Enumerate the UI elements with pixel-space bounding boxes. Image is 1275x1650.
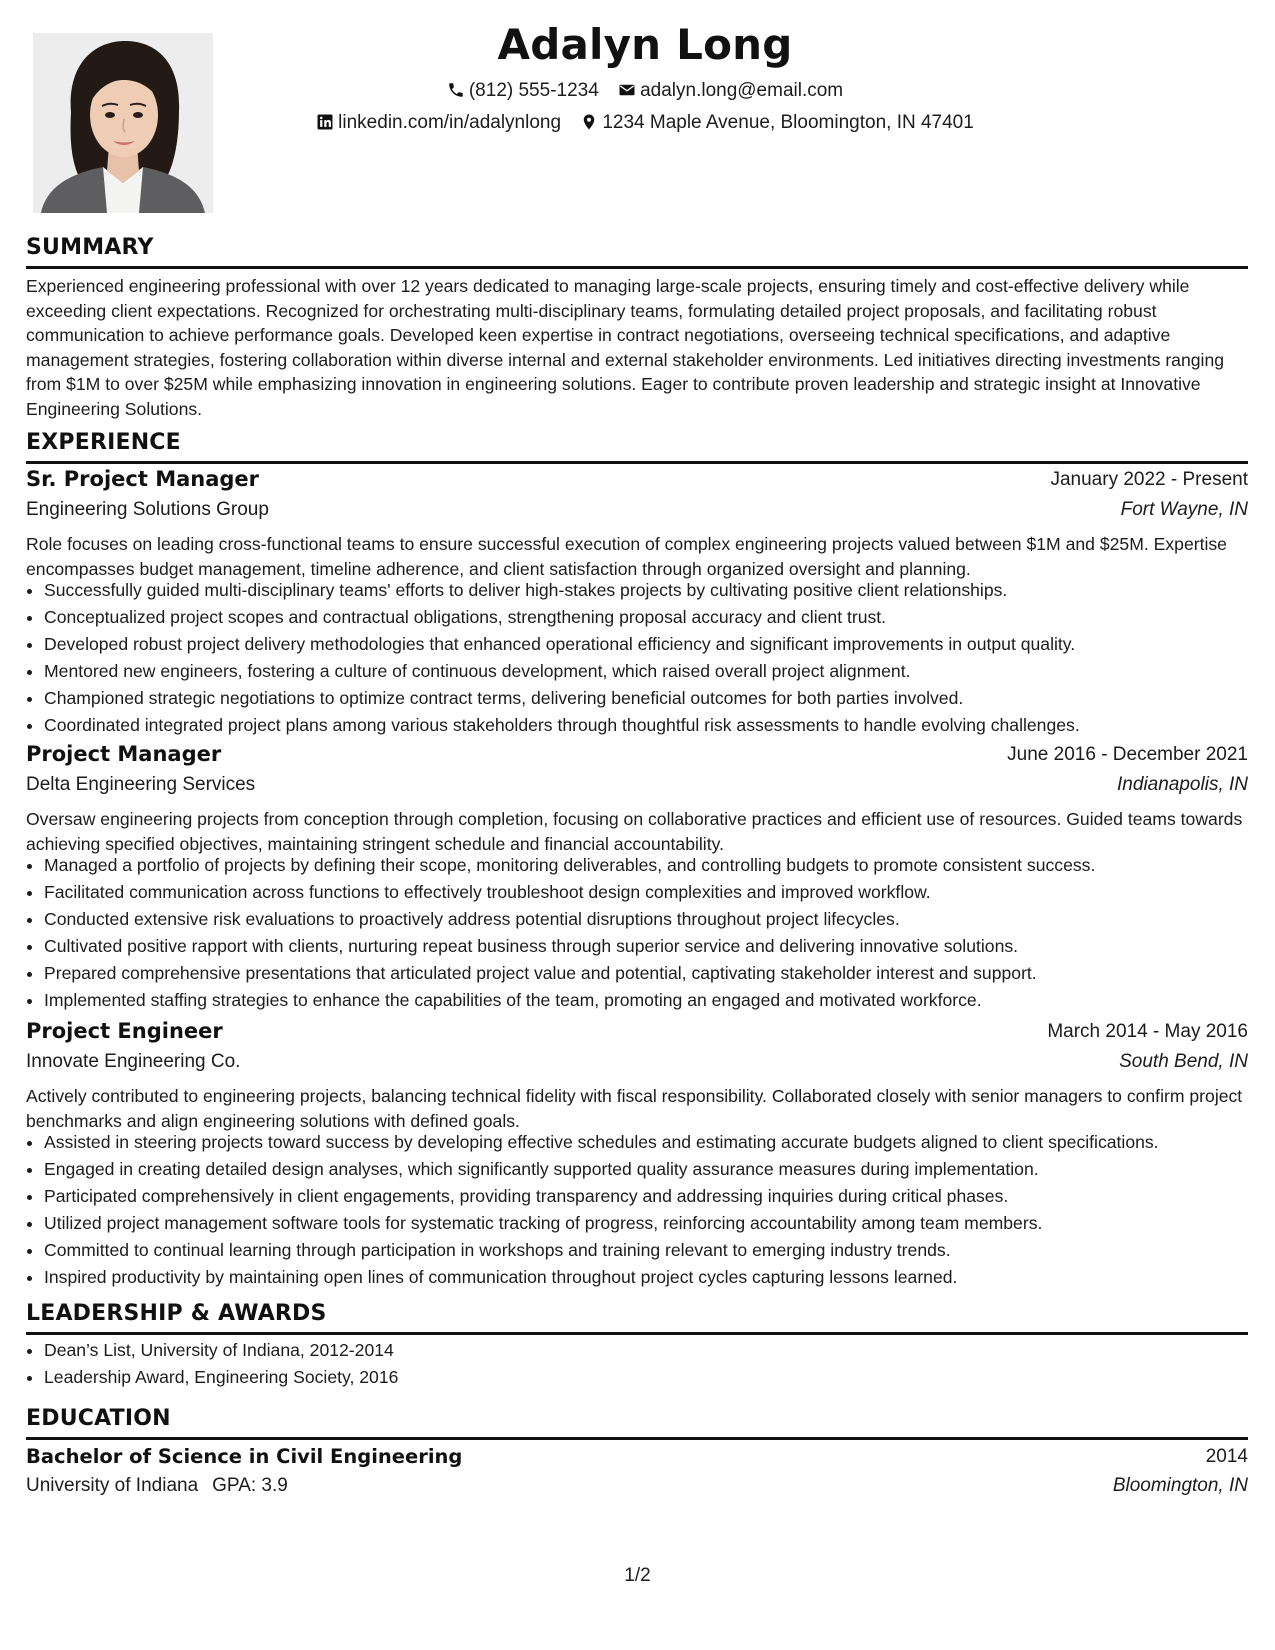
envelope-icon	[618, 81, 636, 99]
list-item: • Dean’s List, University of Indiana, 2012-2014	[44, 1337, 1274, 1364]
address-contact	[580, 112, 973, 134]
job-title: Sr. Project Manager	[26, 467, 260, 491]
list-item: • Managed a portfolio of projects by defining their scope, monitoring deliverables, and controlling budgets to promote consistent success.	[44, 852, 1274, 879]
list-item: • Successfully guided multi-disciplinary teams' efforts to deliver high-stakes projects by cultivating positive client relationships.	[44, 577, 1274, 604]
job-description: Oversaw engineering projects from conception through completion, focusing on collaborative practices and efficient use of resources. Guided teams towards achieving specified objectives, maintaining stringent schedule and financial accountability.	[26, 809, 1243, 854]
job-location: South Bend, IN	[1119, 1051, 1248, 1072]
job-dates: January 2022 - Present	[1050, 469, 1248, 490]
school-name: University of Indiana	[26, 1475, 199, 1496]
job-dates: March 2014 - May 2016	[1047, 1021, 1248, 1042]
leadership-heading: LEADERSHIP & AWARDS	[26, 1301, 1248, 1335]
list-item: • Inspired productivity by maintaining open lines of communication throughout project cycles capturing lessons learned.	[44, 1264, 1274, 1291]
list-item: • Assisted in steering projects toward success by developing effective schedules and estimating accurate budgets aligned to client specifications.	[44, 1129, 1274, 1156]
list-item: • Engaged in creating detailed design analyses, which significantly supported quality assurance measures during implementation.	[44, 1156, 1274, 1183]
job-company: Delta Engineering Services	[26, 774, 256, 795]
linkedin-contact[interactable]	[316, 112, 561, 134]
summary-heading: SUMMARY	[26, 235, 1248, 269]
contact-row-2	[0, 112, 1275, 134]
school-line	[26, 1475, 288, 1497]
contact-row-1	[0, 80, 1275, 102]
job-title: Project Manager	[26, 742, 222, 766]
street-address: 1234 Maple Avenue, Bloomington, IN 47401	[602, 112, 974, 133]
list-item: • Utilized project management software tools for systematic tracking of progress, reinforcing accountability among team members.	[44, 1210, 1274, 1237]
job-bullets	[26, 577, 1274, 739]
email-address[interactable]: adalyn.long@email.com	[640, 80, 844, 101]
map-marker-icon	[580, 113, 598, 131]
list-item: • Committed to continual learning through participation in workshops and training relevant to emerging industry trends.	[44, 1237, 1274, 1264]
list-item: • Leadership Award, Engineering Society, 2016	[44, 1364, 1274, 1391]
list-item: • Facilitated communication across functions to effectively troubleshoot design complexities and improved workflow.	[44, 879, 1274, 906]
school-location: Bloomington, IN	[1112, 1475, 1248, 1496]
linkedin-url[interactable]: linkedin.com/in/adalynlong	[338, 112, 562, 133]
list-item: • Cultivated positive rapport with clients, nurturing repeat business through superior service and delivering innovative solutions.	[44, 933, 1274, 960]
email-contact[interactable]	[618, 80, 843, 102]
candidate-name: Adalyn Long	[497, 20, 793, 69]
gpa: GPA: 3.9	[212, 1475, 288, 1496]
job-location: Indianapolis, IN	[1117, 774, 1248, 795]
job-dates: June 2016 - December 2021	[1007, 744, 1248, 765]
linkedin-icon	[316, 113, 334, 131]
list-item: • Participated comprehensively in client engagements, providing transparency and addressing inquiries during critical phases.	[44, 1183, 1274, 1210]
experience-heading: EXPERIENCE	[26, 430, 1248, 464]
phone-number: (812) 555-1234	[468, 80, 599, 101]
education-heading: EDUCATION	[26, 1406, 1248, 1440]
job-bullets	[26, 1129, 1274, 1291]
list-item: • Conducted extensive risk evaluations to proactively address potential disruptions throughout project lifecycles.	[44, 906, 1274, 933]
list-item: • Prepared comprehensive presentations that articulated project value and potential, captivating stakeholder interest and support.	[44, 960, 1274, 987]
list-item: • Championed strategic negotiations to optimize contract terms, delivering beneficial outcomes for both parties involved.	[44, 685, 1274, 712]
list-item: • Implemented staffing strategies to enhance the capabilities of the team, promoting an engaged and motivated workforce.	[44, 987, 1274, 1014]
leadership-list	[26, 1337, 1274, 1391]
phone-contact	[447, 80, 599, 102]
page-number: 1/2	[624, 1565, 651, 1586]
list-item: • Mentored new engineers, fostering a culture of continuous development, which raised overall project alignment.	[44, 658, 1274, 685]
summary-text: Experienced engineering professional with over 12 years dedicated to managing large-scale projects, ensuring timely and cost-effective delivery while exceeding client expectations. Recognized for orchestrating multi-disciplinary teams, formulating detailed project proposals, and facilitating robust communication to achieve performance goals. Developed keen expertise in contract negotiations, overseeing technical specifications, and adaptive management strategies, fostering collaboration within diverse internal and external stakeholder environments. Led initiatives directing investments ranging from $1M to over $25M while emphasizing innovation in engineering solutions. Eager to contribute proven leadership and strategic insight at Innovative Engineering Solutions.	[26, 276, 1225, 419]
job-description: Role focuses on leading cross-functional teams to ensure successful execution of complex engineering projects valued between $1M and $25M. Expertise encompasses budget management, timeline adherence, and client satisfaction through organized oversight and planning.	[26, 534, 1227, 579]
job-bullets	[26, 852, 1274, 1014]
graduation-year: 2014	[1205, 1446, 1248, 1467]
phone-icon	[447, 81, 465, 99]
list-item: • Conceptualized project scopes and contractual obligations, strengthening proposal accuracy and client trust.	[44, 604, 1274, 631]
list-item: • Coordinated integrated project plans among various stakeholders through thoughtful risk assessments to handle evolving challenges.	[44, 712, 1274, 739]
list-item: • Developed robust project delivery methodologies that enhanced operational efficiency and significant improvements in output quality.	[44, 631, 1274, 658]
job-description: Actively contributed to engineering projects, balancing technical fidelity with fiscal responsibility. Collaborated closely with senior managers to confirm project benchmarks and align engineering solutions with defined goals.	[26, 1086, 1243, 1131]
job-title: Project Engineer	[26, 1019, 223, 1043]
job-company: Engineering Solutions Group	[26, 499, 269, 520]
job-company: Innovate Engineering Co.	[26, 1051, 241, 1072]
degree-title: Bachelor of Science in Civil Engineering	[26, 1445, 463, 1468]
job-location: Fort Wayne, IN	[1120, 499, 1248, 520]
